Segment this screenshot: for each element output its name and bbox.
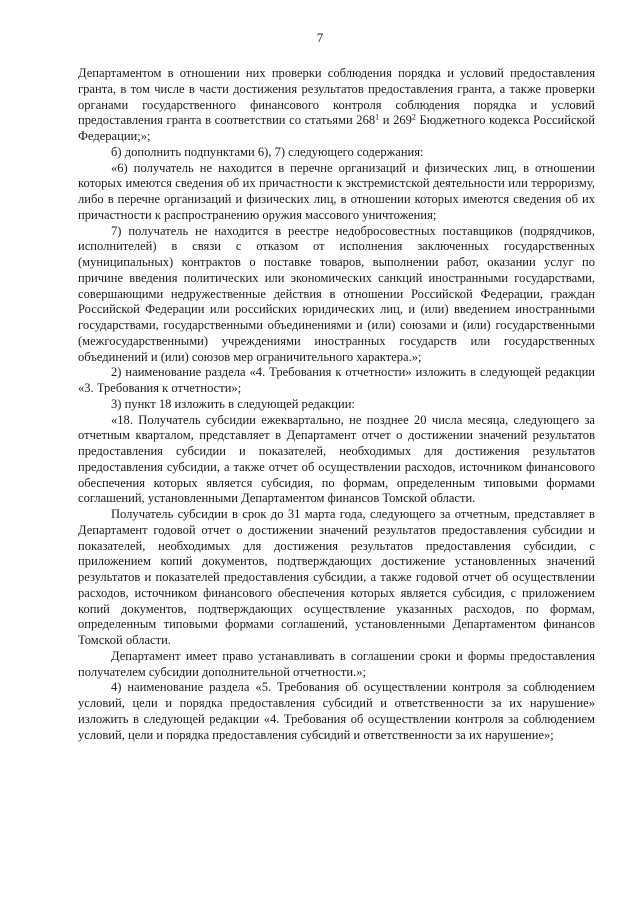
paragraph-text: Департаментом в отношении них проверки соблюдения порядка и условий предоставления гранта, в том числе в части достижения результатов предоставления гранта, а также проверки органами государственного финансового контроля соблюдения порядка и условий предоставления гранта в соответствии со статьями 268 [78,66,595,128]
paragraph-text: и 269 [379,113,412,128]
paragraph-subitem-6: «6) получатель не находится в перечне организаций и физических лиц, в отношении которых имеются сведения об их причастности к экстремистской деятельности или терроризму, либо в перечне организаций и физических лиц, в отношении которых имеются сведения об их причастности к распространению оружия массового уничтожения; [78,160,595,222]
document-body [78,66,595,743]
paragraph-section-4-title: 2) наименование раздела «4. Требования к отчетности» изложить в следующей редакции «3. Требования к отчетности»; [78,365,595,395]
paragraph-subitem-7: 7) получатель не находится в реестре недобросовестных поставщиков (подрядчиков, исполнителей) в связи с отказом от исполнения заключенных государственных (муниципальных) контрактов о поставке товаров, выполнении работ, оказании услуг по причине введения политических или экономических санкций иностранными государствами, совершающими недружественные действия в отношении Российской Федерации, граждан Российской Федерации или российских юридических лиц, и (или) введением иностранными государствами, государственными объединениями и (или) союзами и (или) государственными (межгосударственными) учреждениями иностранных государств или государственных объединений и (или) союзов мер ограничительного характера.»; [78,223,595,364]
page-number: 7 [316,30,324,45]
paragraph-section-5-title: 4) наименование раздела «5. Требования об осуществлении контроля за соблюдением условий, цели и порядка предоставления субсидий и ответственности за их нарушение» изложить в следующей редакции «4. Требования об осуществлении контроля за соблюдением условий, цели и порядка предоставления субсидий и ответственности за их нарушение»; [78,680,595,742]
paragraph-grant-control [78,66,595,145]
paragraph-item-18-annual: Получатель субсидии в срок до 31 марта года, следующего за отчетным, представляет в Департамент годовой отчет о достижении значений результатов предоставления субсидии и показателей, необходимых для достижения результатов предоставления субсидии, с приложением копий документов, подтверждающих достижение установленных значений результатов и показателей предоставления субсидии, а также годовой отчет об осуществлении расходов, источником финансового обеспечения которых является субсидия, с приложением копий документов, подтверждающих осуществление указанных расходов, по формам, определенным типовыми формами соглашений, установленными Департаментом финансов Томской области. [78,507,595,647]
paragraph-item-18-quarterly: «18. Получатель субсидии ежеквартально, не позднее 20 числа месяца, следующего за отчетным кварталом, представляет в Департамент отчет о достижении значений результатов предоставления субсидии и показателей, необходимых для достижения результатов предоставления субсидии, а также отчет об осуществлении расходов, источником финансового обеспечения которых является субсидия, по формам, определенным типовыми формами соглашений, установленными Департаментом финансов Томской области. [78,412,595,506]
paragraph-text: Бюджетного кодекса Российской Федерации;»; [78,113,595,143]
superscript: 2 [411,112,416,122]
paragraph-item-18-intro: 3) пункт 18 изложить в следующей редакции: [111,396,355,411]
superscript: 1 [375,112,380,122]
paragraph-add-subitems: б) дополнить подпунктами 6), 7) следующего содержания: [111,144,424,159]
paragraph-item-18-additional: Департамент имеет право устанавливать в соглашении сроки и формы предоставления получателем субсидии дополнительной отчетности.»; [78,648,595,679]
